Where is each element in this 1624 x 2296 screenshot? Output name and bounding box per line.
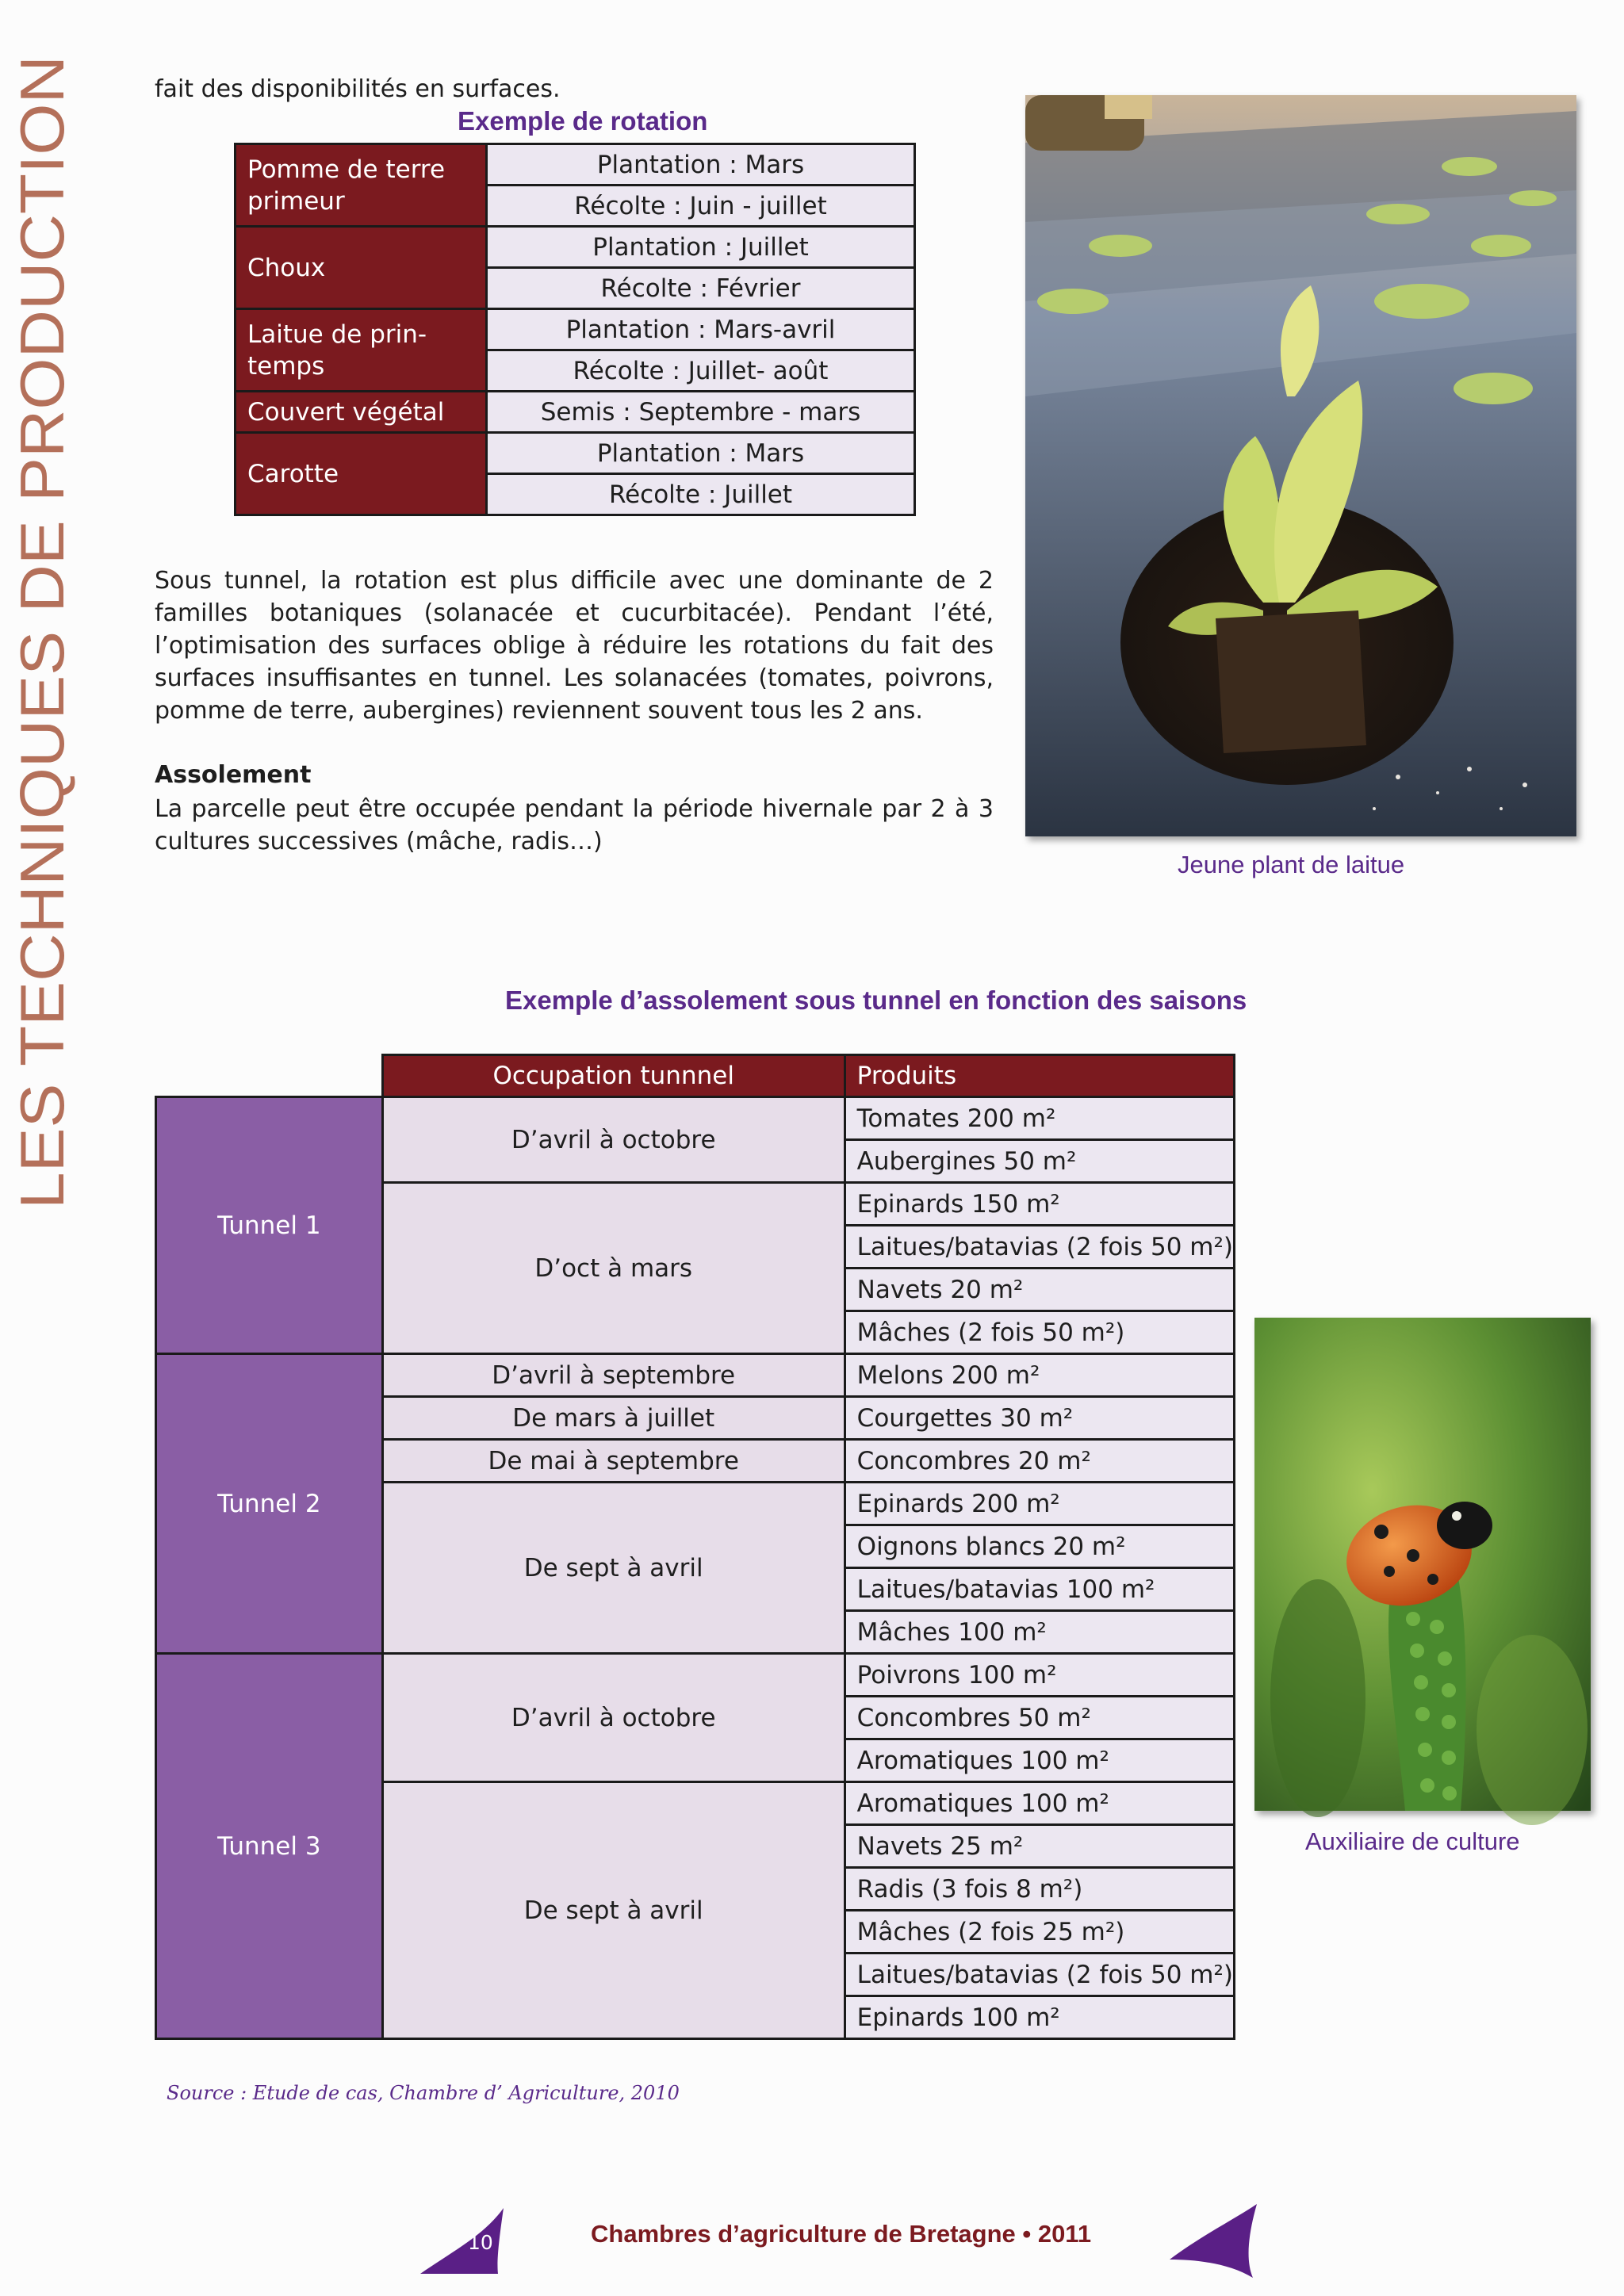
rotation-row [236,309,915,350]
rotation-step: Récolte : Juin - juillet [487,186,915,227]
product: Mâches (2 fois 50 m²) [845,1311,1234,1354]
assolement-table-title: Exemple d’assolement sous tunnel en fonction des saisons [505,985,1247,1015]
product: Navets 20 m² [845,1269,1234,1311]
photo1-caption: Jeune plant de laitue [1178,851,1405,878]
rotation-step: Plantation : Mars-avril [487,309,915,350]
product: Courgettes 30 m² [845,1397,1234,1440]
rotation-crop: Laitue de prin-temps [236,309,487,392]
rotation-crop: Pomme de terre primeur [236,144,487,227]
product: Aubergines 50 m² [845,1140,1234,1183]
rotation-table [234,143,916,516]
assolement-row [156,1354,1235,1397]
rotation-step: Plantation : Mars [487,144,915,186]
product: Epinards 150 m² [845,1183,1234,1226]
occupation-period: De sept à avril [382,1782,845,2039]
rotation-step: Récolte : Juillet [487,474,915,515]
section-title [5,44,77,1217]
rotation-step: Récolte : Février [487,268,915,309]
product: Concombres 50 m² [845,1697,1234,1739]
product: Mâches 100 m² [845,1611,1234,1654]
footer-swoosh-right-icon [1170,2204,1261,2279]
rotation-crop: Couvert végétal [236,392,487,433]
occupation-period: De mars à juillet [382,1397,845,1440]
rotation-row [236,227,915,268]
footer-publisher: Chambres d’agriculture de Bretagne • 2011 [591,2220,1092,2248]
product: Epinards 100 m² [845,1996,1234,2039]
product: Laitues/batavias (2 fois 50 m²) [845,1226,1234,1269]
product: Poivrons 100 m² [845,1654,1234,1697]
occupation-period: De sept à avril [382,1483,845,1654]
tunnel-paragraph: Sous tunnel, la rotation est plus difficile avec une dominante de 2 familles botaniques (solanacée et cucurbitacée). Pendant l’été, l’optimisation des surfaces oblige à réduire les rotations du fait des surfaces insuffisantes en tunnel. Les solanacées (tomates, poivrons, pomme de terre, aubergines) reviennent souvent tous les 2 ans. [155,567,994,725]
rotation-row [236,433,915,474]
column-header-occupation: Occupation tunnnel [382,1055,845,1097]
source-note: Source : Etude de cas, Chambre d’ Agriculture, 2010 [167,2082,680,2104]
assolement-paragraph: La parcelle peut être occupée pendant la période hivernale par 2 à 3 cultures successives (mâche, radis…) [155,795,994,855]
product: Concombres 20 m² [845,1440,1234,1483]
product: Aromatiques 100 m² [845,1782,1234,1825]
tunnel-name: Tunnel 3 [156,1654,383,2039]
tunnel-name: Tunnel 1 [156,1097,383,1354]
lettuce-seedling-photo [1025,95,1576,836]
assolement-row [156,1097,1235,1140]
product: Navets 25 m² [845,1825,1234,1868]
rotation-table-title: Exemple de rotation [458,106,708,136]
rotation-step: Plantation : Mars [487,433,915,474]
product: Laitues/batavias (2 fois 50 m²) [845,1954,1234,1996]
rotation-step: Plantation : Juillet [487,227,915,268]
occupation-period: D’oct à mars [382,1183,845,1354]
footer-swoosh-left-icon [420,2204,508,2275]
page-number: 10 [468,2231,493,2254]
header-spacer [156,1055,383,1097]
product: Epinards 200 m² [845,1483,1234,1525]
tunnel-name: Tunnel 2 [156,1354,383,1654]
product: Aromatiques 100 m² [845,1739,1234,1782]
rotation-crop: Carotte [236,433,487,515]
rotation-crop: Choux [236,227,487,309]
occupation-period: D’avril à octobre [382,1097,845,1183]
product: Melons 200 m² [845,1354,1234,1397]
assolement-table [155,1054,1235,2040]
svg-text:LES TECHNIQUES DE PRODUCTION: LES TECHNIQUES DE PRODUCTION [7,134,77,1209]
occupation-period: D’avril à octobre [382,1654,845,1782]
ladybug-photo [1254,1318,1591,1811]
assolement-row [156,1654,1235,1697]
product: Mâches (2 fois 25 m²) [845,1911,1234,1954]
photo2-caption: Auxiliaire de culture [1305,1827,1520,1855]
product: Tomates 200 m² [845,1097,1234,1140]
rotation-step: Récolte : Juillet- août [487,350,915,392]
product: Laitues/batavias 100 m² [845,1568,1234,1611]
rotation-row [236,392,915,433]
rotation-row [236,144,915,186]
occupation-period: De mai à septembre [382,1440,845,1483]
product: Oignons blancs 20 m² [845,1525,1234,1568]
rotation-step: Semis : Septembre - mars [487,392,915,433]
product: Radis (3 fois 8 m²) [845,1868,1234,1911]
column-header-products: Produits [845,1055,1234,1097]
intro-text: fait des disponibilités en surfaces. [155,75,561,103]
occupation-period: D’avril à septembre [382,1354,845,1397]
assolement-heading: Assolement [155,761,312,789]
